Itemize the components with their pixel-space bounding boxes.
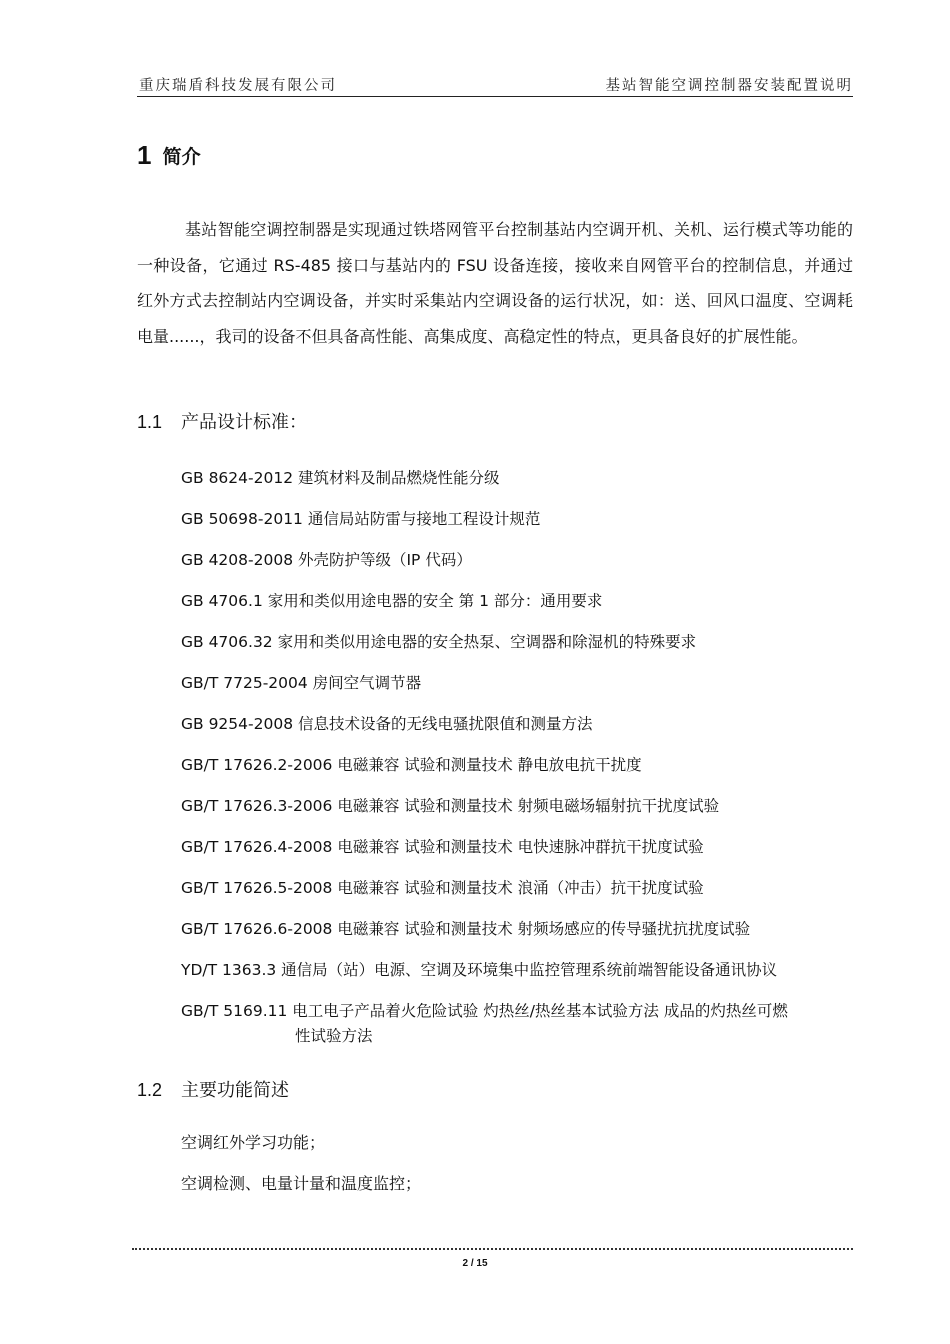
company-name: 重庆瑞盾科技发展有限公司 xyxy=(139,78,337,94)
footer-divider xyxy=(132,1248,853,1250)
standard-item: GB 50698-2011 通信局站防雷与接地工程设计规范 xyxy=(181,510,541,528)
section-title: 主要功能简述 xyxy=(181,1080,289,1101)
standard-item-multiline xyxy=(181,999,853,1049)
standard-item: GB/T 17626.6-2008 电磁兼容 试验和测量技术 射频场感应的传导骚扰抗扰度试验 xyxy=(181,920,751,938)
standard-item: GB/T 17626.2-2006 电磁兼容 试验和测量技术 静电放电抗干扰度 xyxy=(181,756,642,774)
standard-line-1: GB/T 5169.11 电工电子产品着火危险试验 灼热丝/热丝基本试验方法 成品的灼热丝可燃 xyxy=(181,1002,788,1020)
standard-item: GB 9254-2008 信息技术设备的无线电骚扰限值和测量方法 xyxy=(181,715,593,733)
standard-item: GB 4706.32 家用和类似用途电器的安全热泵、空调器和除湿机的特殊要求 xyxy=(181,633,697,651)
standard-item: GB 4706.1 家用和类似用途电器的安全 第 1 部分：通用要求 xyxy=(181,592,603,610)
standard-item: GB/T 17626.5-2008 电磁兼容 试验和测量技术 浪涌（冲击）抗干扰度试验 xyxy=(181,879,704,897)
document-title: 基站智能空调控制器安装配置说明 xyxy=(605,78,853,94)
section-1-2-heading xyxy=(137,1076,289,1102)
section-number: 1.1 xyxy=(137,412,163,432)
function-item: 空调检测、电量计量和温度监控； xyxy=(181,1174,422,1193)
section-number: 1 xyxy=(137,140,152,170)
standard-item: GB/T 17626.3-2006 电磁兼容 试验和测量技术 射频电磁场辐射抗干扰度试验 xyxy=(181,797,720,815)
section-title: 简介 xyxy=(162,146,201,168)
section-1-heading xyxy=(137,140,201,171)
section-title: 产品设计标准： xyxy=(181,412,307,433)
standard-line-2: 性试验方法 xyxy=(295,1027,373,1045)
standard-item: GB 8624-2012 建筑材料及制品燃烧性能分级 xyxy=(181,469,500,487)
page-number: 2 / 15 xyxy=(462,1258,488,1269)
section-1-1-heading xyxy=(137,408,307,434)
standard-item: YD/T 1363.3 通信局（站）电源、空调及环境集中监控管理系统前端智能设备通讯协议 xyxy=(181,961,778,979)
standard-item: GB/T 17626.4-2008 电磁兼容 试验和测量技术 电快速脉冲群抗干扰度试验 xyxy=(181,838,704,856)
intro-paragraph: 基站智能空调控制器是实现通过铁塔网管平台控制基站内空调开机、关机、运行模式等功能的一种设备，它通过 RS-485 接口与基站内的 FSU 设备连接，接收来自网管平台的控制信息，并通过红外方式去控制站内空调设备，并实时采集站内空调设备的运行状况，如：送、回风口温度、空调耗电量......，我司的设备不但具备高性能、高集成度、高稳定性的特点，更具备良好的扩展性能。 xyxy=(137,220,853,346)
page-header xyxy=(137,70,853,97)
section-number: 1.2 xyxy=(137,1080,163,1100)
function-item: 空调红外学习功能； xyxy=(181,1133,326,1152)
standard-item: GB 4208-2008 外壳防护等级（IP 代码） xyxy=(181,551,472,569)
standard-item: GB/T 7725-2004 房间空气调节器 xyxy=(181,674,422,692)
